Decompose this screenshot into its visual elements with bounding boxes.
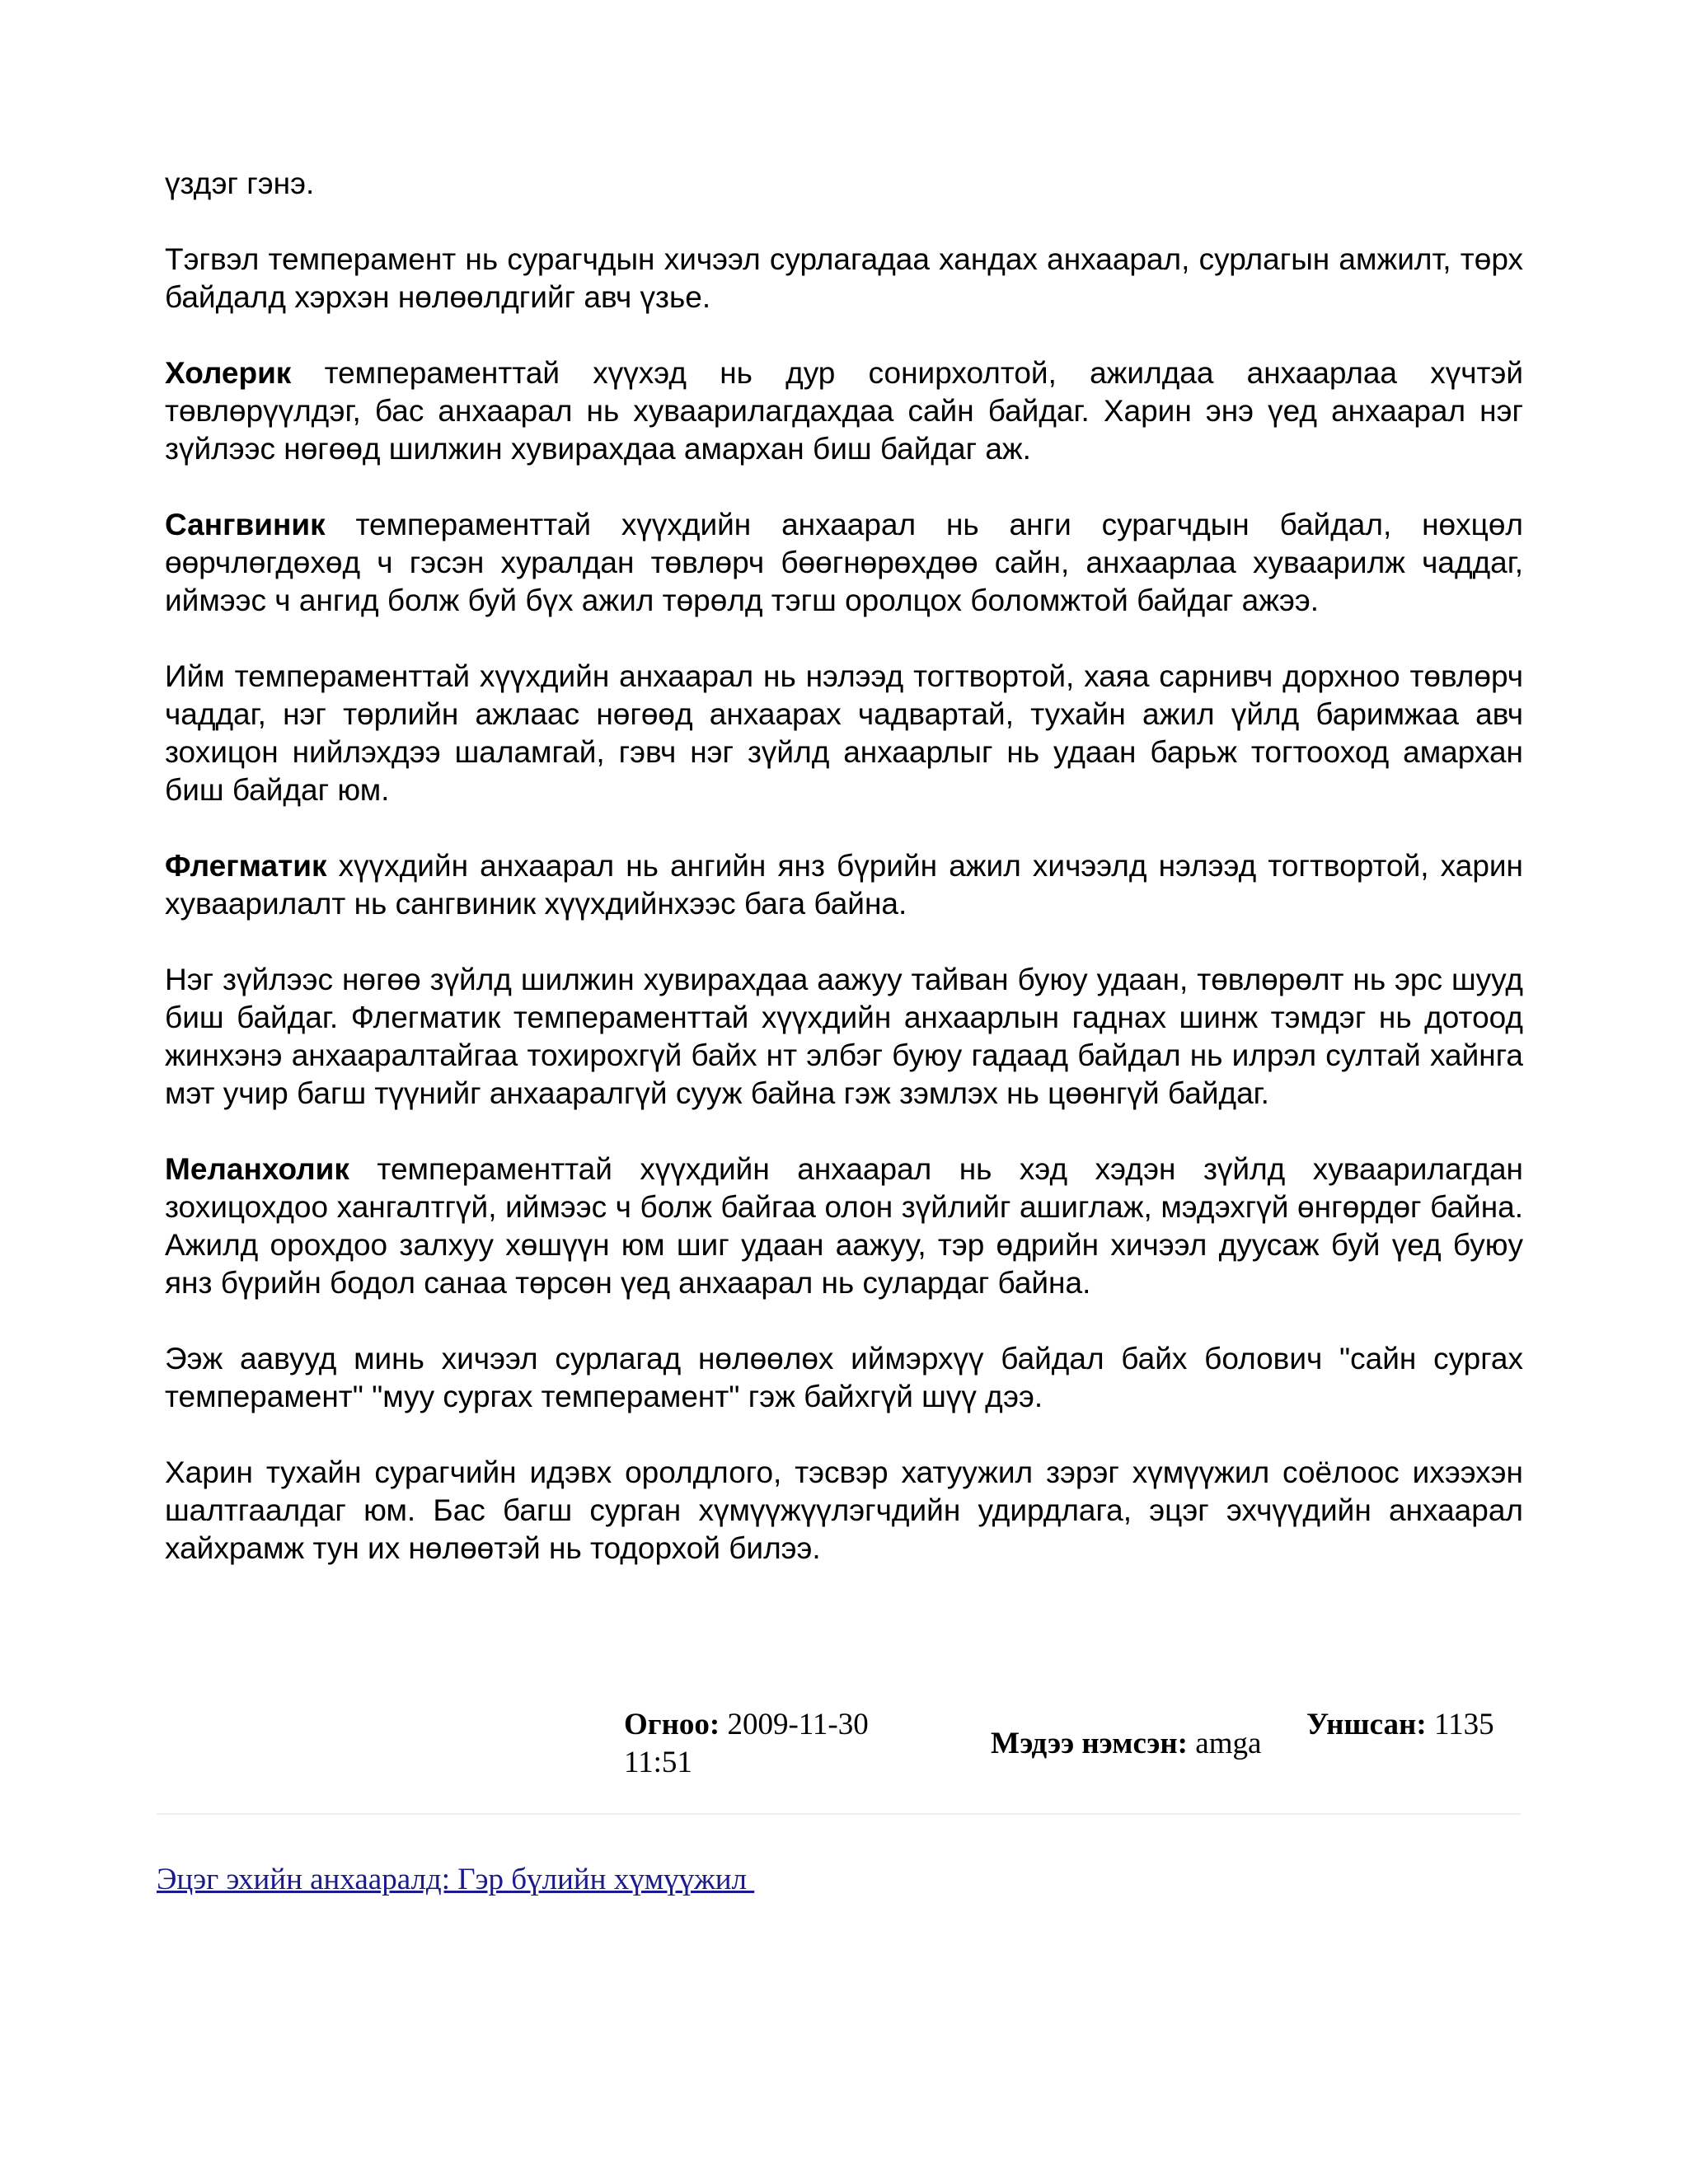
post-author (991, 1725, 1304, 1763)
paragraph-overview: Тэгвэл темперамент нь сурагчдын хичээл сурлагадаа хандах анхаарал, сурлагын амжилт, төрх байдалд хэрхэн нөлөөлдгийг авч үзье. (165, 242, 1523, 314)
paragraph-conclusion: Харин тухайн сурагчийн идэвх оролдлого, тэсвэр хатуужил зэрэг хүмүүжил соёлоос ихээхэн шалтгаалдаг юм. Бас багш сурган хүмүүжүүлэгчдийн удирдлага, эцэг эхчүүдийн анхаарал хайхрамж тун их нөлөөтэй нь тодорхой билээ. (165, 1455, 1523, 1565)
term-choleric: Холерик (165, 356, 292, 390)
paragraph-phlegmatic (165, 847, 1523, 923)
read-label: Уншсан: (1306, 1708, 1427, 1741)
paragraph-parents: Ээж аавууд минь хичээл сурлагад нөлөөлөх иймэрхүү байдал байх болович "сайн сургах темперамент" "муу сургах темперамент" гэж байхгүй шүү дээ. (165, 1342, 1523, 1413)
term-sanguine: Сангвиник (165, 508, 326, 541)
date-label: Огноо: (624, 1708, 720, 1741)
read-value: 1135 (1426, 1708, 1494, 1741)
choleric-text: темпераменттай хүүхэд нь дур сонирхолтой, ажилдаа анхаарлаа хүчтэй төвлөрүүлдэг, бас анхаарал нь хуваарилагдахдаа сайн байдаг. Харин энэ үед анхаарал нэг зүйлээс нөгөөд шилжин хувирахдаа амархан биш байдаг аж. (165, 356, 1523, 466)
term-melancholic: Меланхолик (165, 1152, 349, 1186)
footer-divider (157, 1813, 1521, 1815)
term-phlegmatic: Флегматик (165, 849, 327, 883)
paragraph-sanguine-attention: Ийм темпераменттай хүүхдийн анхаарал нь нэлээд тогтвортой, хаяа сарнивч дорхноо төвлөрч чаддаг, нэг төрлийн ажлаас нөгөөд анхаарах чадвартай, тухайн ажил үйлд баримжаа авч зохицон нийлэхдээ шаламгай, гэвч нэг зүйлд анхаарлыг нь удаан барьж тогтооход амархан биш байдаг юм. (165, 659, 1523, 807)
paragraph-sanguine (165, 506, 1523, 620)
paragraph-choleric (165, 354, 1523, 468)
related-article-link[interactable]: Эцэг эхийн анхааралд: Гэр бүлийн хүмүүжил (157, 1863, 755, 1896)
article-body (165, 165, 1523, 1605)
paragraph-intro-tail: үздэг гэнэ. (165, 166, 315, 200)
paragraph-phlegmatic-shift: Нэг зүйлээс нөгөө зүйлд шилжин хувирахдаа аажуу тайван буюу удаан, төвлөрөлт нь эрс шууд биш байдаг. Флегматик темпераменттай хүүхдийн анхаарлын гаднах шинж тэмдэг нь дотоод жинхэнэ анхааралтайгаа тохирохгүй байх нт элбэг буюу гадаад байдал нь илрэл султай хайнга мэт учир багш түүнийг анхааралгүй сууж байна гэж зэмлэх нь цөөнгүй байдаг. (165, 963, 1523, 1110)
read-count (1306, 1706, 1512, 1744)
paragraph-melancholic (165, 1151, 1523, 1302)
phlegmatic-text: хүүхдийн анхаарал нь ангийн янз бүрийн ажил хичээлд нэлээд тогтвортой, харин хуваарилалт нь сангвиник хүүхдийнхээс бага байна. (165, 849, 1523, 921)
author-value: amga (1188, 1727, 1262, 1760)
date-value: 2009-11-30 11:51 (624, 1708, 869, 1779)
sanguine-text: темпераменттай хүүхдийн анхаарал нь анги сурагчдын байдал, нөхцөл өөрчлөгдөхөд ч гэсэн хуралдан төвлөрч бөөгнөрөхдөө сайн, анхаарлаа хуваарилж чаддаг, иймээс ч ангид болж буй бүх ажил төрөлд тэгш оролцох боломжтой байдаг ажээ. (165, 508, 1523, 617)
post-date (624, 1706, 912, 1782)
melancholic-text: темпераменттай хүүхдийн анхаарал нь хэд хэдэн зүйлд хуваарилагдан зохицохдоо хангалтгүй, иймээс ч болж байгаа олон зүйлийг ашиглаж, мэдэхгүй өнгөрдөг байна. Ажилд орохдоо залхуу хөшүүн юм шиг удаан аажуу, тэр өдрийн хичээл дуусаж буй үед буюу янз бүрийн бодол санаа төрсөн үед анхаарал нь сулардаг байна. (165, 1152, 1523, 1300)
author-label: Мэдээ нэмсэн: (991, 1727, 1189, 1760)
